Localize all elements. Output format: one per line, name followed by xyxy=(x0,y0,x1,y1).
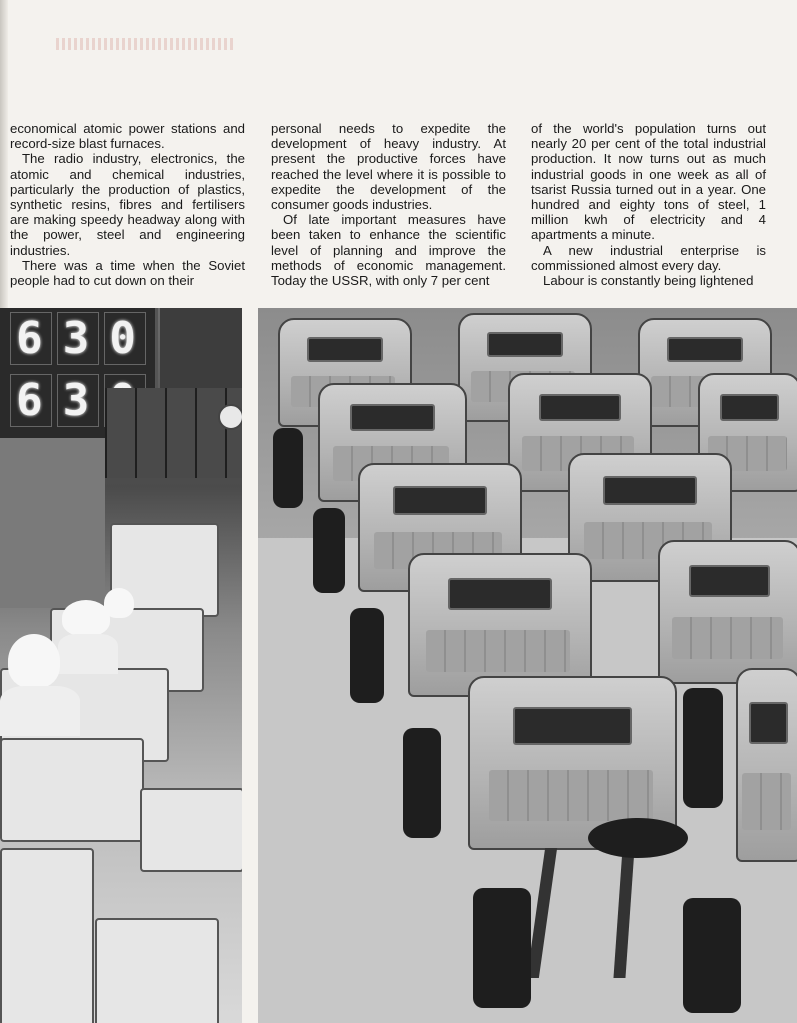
truck-cab xyxy=(408,553,588,693)
truck-wheel xyxy=(313,508,345,593)
paragraph: economical atomic power stations and record-size blast furnaces. xyxy=(10,121,245,152)
ceiling-lights xyxy=(160,308,242,388)
truck-cab xyxy=(736,668,797,858)
paragraph: A new industrial enterprise is commissioned almost every day. xyxy=(531,242,766,273)
worker-cap xyxy=(62,600,110,636)
paragraph: Of late important measures have been taken to enhance the scientific level of planning and improve the methods of economic management. Today the USSR, with only 7 per cent xyxy=(271,212,506,289)
assembly-console xyxy=(0,738,144,842)
text-column-1 xyxy=(10,121,245,288)
truck-cab xyxy=(658,540,797,680)
text-column-2 xyxy=(271,121,506,288)
article-text xyxy=(10,121,770,289)
paragraph: The radio industry, electronics, the atomic and chemical industries, particularly the production of plastics, synthetic resins, fibres and fertilisers are making speedy headway along with the power, steel and engineering industries. xyxy=(10,151,245,258)
factory-interior-photo xyxy=(0,308,242,1023)
wall-clock-icon xyxy=(218,404,242,430)
truck-wheel xyxy=(403,728,441,838)
scoreboard-digit: 0 xyxy=(104,312,146,365)
scoreboard-digit: 3 xyxy=(57,374,99,427)
truck-wheel xyxy=(683,898,741,1013)
worker-cap xyxy=(8,634,60,688)
truck-wheel xyxy=(350,608,384,703)
scoreboard-digit: 6 xyxy=(10,374,52,427)
truck-assembly-photo xyxy=(258,308,797,1023)
workbench xyxy=(0,848,94,1023)
factory-windows xyxy=(105,388,242,478)
scoreboard-row-top xyxy=(8,312,148,364)
worker xyxy=(0,686,80,736)
workbench xyxy=(95,918,219,1023)
truck-wheel xyxy=(273,428,303,508)
paragraph: of the world's population turns out nearly 20 per cent of the total industrial production. It now turns out as much industrial goods in one week as all of tsarist Russia turned out in a year. One hundred and eighty tons of steel, 1 million kwh of electricity and 4 apartments a minute. xyxy=(531,121,766,243)
spare-tire xyxy=(588,818,688,858)
scoreboard-digit: 6 xyxy=(10,312,52,365)
faint-ink-mark xyxy=(56,38,236,50)
paragraph: personal needs to expedite the development of heavy industry. At present the productive forces have reached the level where it is possible to expedite the development of the consumer goods industries. xyxy=(271,121,506,213)
worker xyxy=(58,634,118,674)
instrument-panel xyxy=(140,788,242,872)
scoreboard-digit: 3 xyxy=(57,312,99,365)
factory-wall xyxy=(0,438,105,608)
paragraph: There was a time when the Soviet people had to cut down on their xyxy=(10,257,245,289)
truck-wheel xyxy=(473,888,531,1008)
text-column-3 xyxy=(531,121,766,288)
worker-cap xyxy=(104,588,134,618)
truck-wheel xyxy=(683,688,723,808)
paragraph: Labour is constantly being lightened xyxy=(543,273,754,289)
